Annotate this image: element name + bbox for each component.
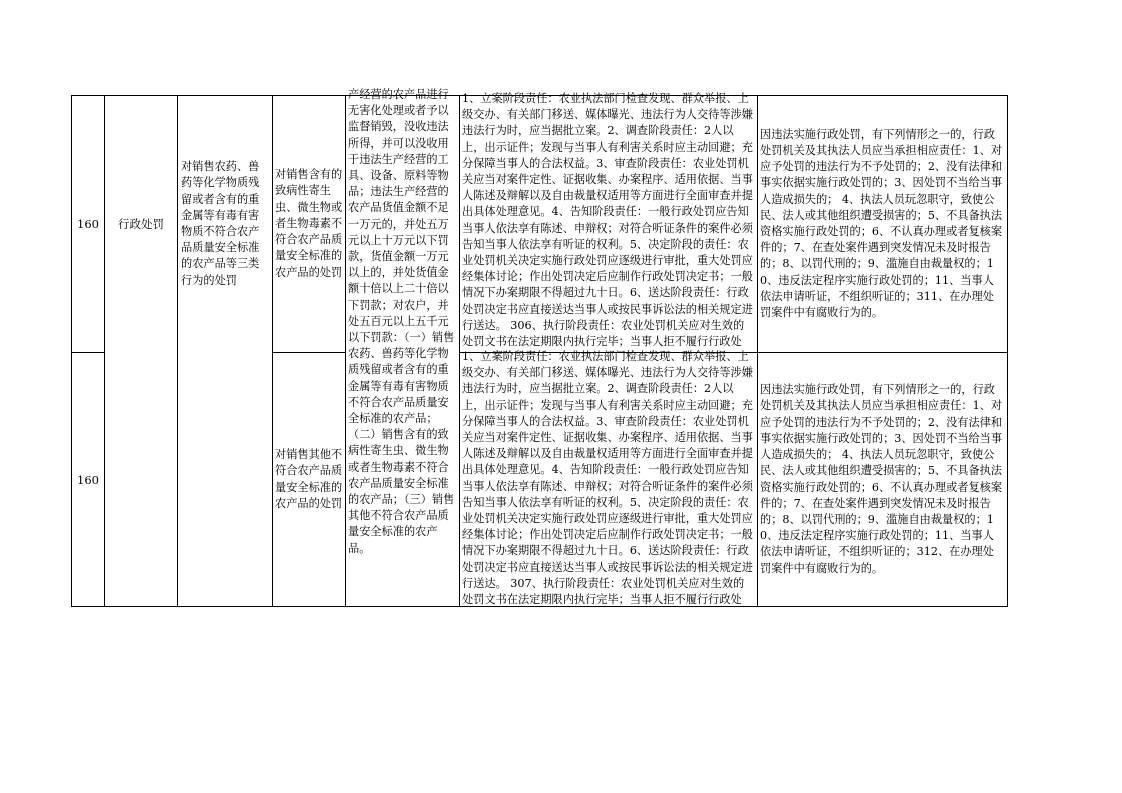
table-row bbox=[72, 96, 1008, 353]
sub-item-name: 对销售其他不符合农产品质量安全标准的农产品的处罚 bbox=[275, 448, 343, 510]
item-name-cell bbox=[178, 96, 273, 607]
seq-number: 160 bbox=[77, 472, 99, 487]
accountability-text: 因违法实施行政处罚，有下列情形之一的，行政处罚机关及其执法人员应当承担相应责任：1、对应予处罚的违法行为不予处罚的；2、没有法律和事实依据实施行政处罚的；3、因处罚不当给当事人造成损失的； 4、执法人员玩忽职守，致使公民、法人或其他组织遭受损害的；5、不具备执法资格实施行政处罚的；6、不认真办理或者复核案件的；7、在查处案件遇到突发情况未及时报告的；8、以罚代刑的；9、滥施自由裁量权的；10、违反法定程序实施行政处罚的；11、当事人依法申请听证，不组织听证的；312、在办理处罚案件中有腐败行为的。 bbox=[760, 383, 1003, 575]
seq-cell bbox=[72, 353, 105, 607]
responsibility-text: 1、立案阶段责任：农业执法部门检查发现、群众举报、上级交办、有关部门移送、媒体曝光、违法行为人交待等涉嫌违法行为时，应当据批立案。2、调查阶段责任：2人以上，出示证件；发现与当事人有利害关系时应主动回避；充分保障当事人的合法权益。3、审查阶段责任：农业处罚机关应当对案件定性、证据收集、办案程序、适用依据、当事人陈述及辩解以及自由裁量权适用等方面进行全面审查并提出具体处理意见。4、告知阶段责任：一般行政处罚应告知当事人依法享有陈述、申辩权；对符合听证条件的案件必须告知当事人依法享有听证的权利。5、决定阶段的责任：农业处罚机关决定实施行政处罚应逐级进行审批，重大处罚应经集体讨论；作出处罚决定后应制作行政处罚决定书；一般情况下办案期限不得超过九十日。6、送达阶段责任：行政处罚决定书应直接送达当事人或按民事诉讼法的相关规定进行送达。 306、执行阶段责任：农业处罚机关应对生效的处罚文书在法定期限内执行完毕；当事人拒不履行行政处 bbox=[462, 92, 753, 349]
power-list-table bbox=[71, 88, 1008, 607]
accountability-cell bbox=[758, 96, 1008, 353]
responsibility-cell bbox=[460, 350, 758, 607]
category-cell bbox=[105, 96, 178, 607]
basis-text: 产经营的农产品进行无害化处理或者予以监督销毁，没收违法所得，并可以没收用于违法生产经营的工具、设备、原料等物品；违法生产经营的农产品货值金额不足一万元的，并处五万元以上十万元以下罚款，货值金额一万元以上的，并处货值金额十倍以上二十倍以下罚款；对农户，并处五百元以上五千元以下罚款：（一）销售农药、兽药等化学物质残留或者含有的重金属等有毒有害物质不符合农产品质量安全标准的农产品；（二）销售含有的致病性寄生虫、微生物或者生物毒素不符合农产品质量安全标准的农产品；（三）销售其他不符合农产品质量安全标准的农产品。 bbox=[348, 88, 455, 555]
sub-item-cell bbox=[273, 353, 346, 607]
item-name: 对销售农药、兽药等化学物质残留或者含有的重金属等有毒有害物质不符合农产品质量安全标准的农产品等三类行为的处罚 bbox=[181, 160, 260, 287]
sub-item-name: 对销售含有的致病性寄生虫、微生物或者生物毒素不符合农产品质量安全标准的农产品的处罚 bbox=[275, 168, 343, 279]
responsibility-text: 1、立案阶段责任：农业执法部门检查发现、群众举报、上级交办、有关部门移送、媒体曝光、违法行为人交待等涉嫌违法行为时，应当据批立案。2、调查阶段责任：2人以上，出示证件；发现与当事人有利害关系时应主动回避；充分保障当事人的合法权益。3、审查阶段责任：农业处罚机关应当对案件定性、证据收集、办案程序、适用依据、当事人陈述及辩解以及自由裁量权适用等方面进行全面审查并提出具体处理意见。4、告知阶段责任：一般行政处罚应告知当事人依法享有陈述、申辩权；对符合听证条件的案件必须告知当事人依法享有听证的权利。5、决定阶段的责任：农业处罚机关决定实施行政处罚应逐级进行审批，重大处罚应经集体讨论；作出处罚决定后应制作行政处罚决定书；一般情况下办案期限不得超过九十日。6、送达阶段责任：行政处罚决定书应直接送达当事人或按民事诉讼法的相关规定进行送达。 307、执行阶段责任：农业处罚机关应对生效的处罚文书在法定期限内执行完毕；当事人拒不履行行政处 bbox=[462, 350, 753, 607]
category-label: 行政处罚 bbox=[118, 217, 164, 231]
seq-cell bbox=[72, 96, 105, 353]
responsibility-cell bbox=[460, 92, 758, 353]
accountability-text: 因违法实施行政处罚，有下列情形之一的，行政处罚机关及其执法人员应当承担相应责任：1、对应予处罚的违法行为不予处罚的；2、没有法律和事实依据实施行政处罚的；3、因处罚不当给当事人造成损失的； 4、执法人员玩忽职守，致使公民、法人或其他组织遭受损害的；5、不具备执法资格实施行政处罚的；6、不认真办理或者复核案件的；7、在查处案件遇到突发情况未及时报告的；8、以罚代刑的；9、滥施自由裁量权的；10、违反法定程序实施行政处罚的；11、当事人依法申请听证，不组织听证的；311、在办理处罚案件中有腐败行为的。 bbox=[760, 127, 1003, 320]
seq-number: 160 bbox=[77, 217, 99, 231]
accountability-cell bbox=[758, 353, 1008, 607]
sub-item-cell bbox=[273, 96, 346, 353]
basis-cell bbox=[346, 88, 460, 607]
